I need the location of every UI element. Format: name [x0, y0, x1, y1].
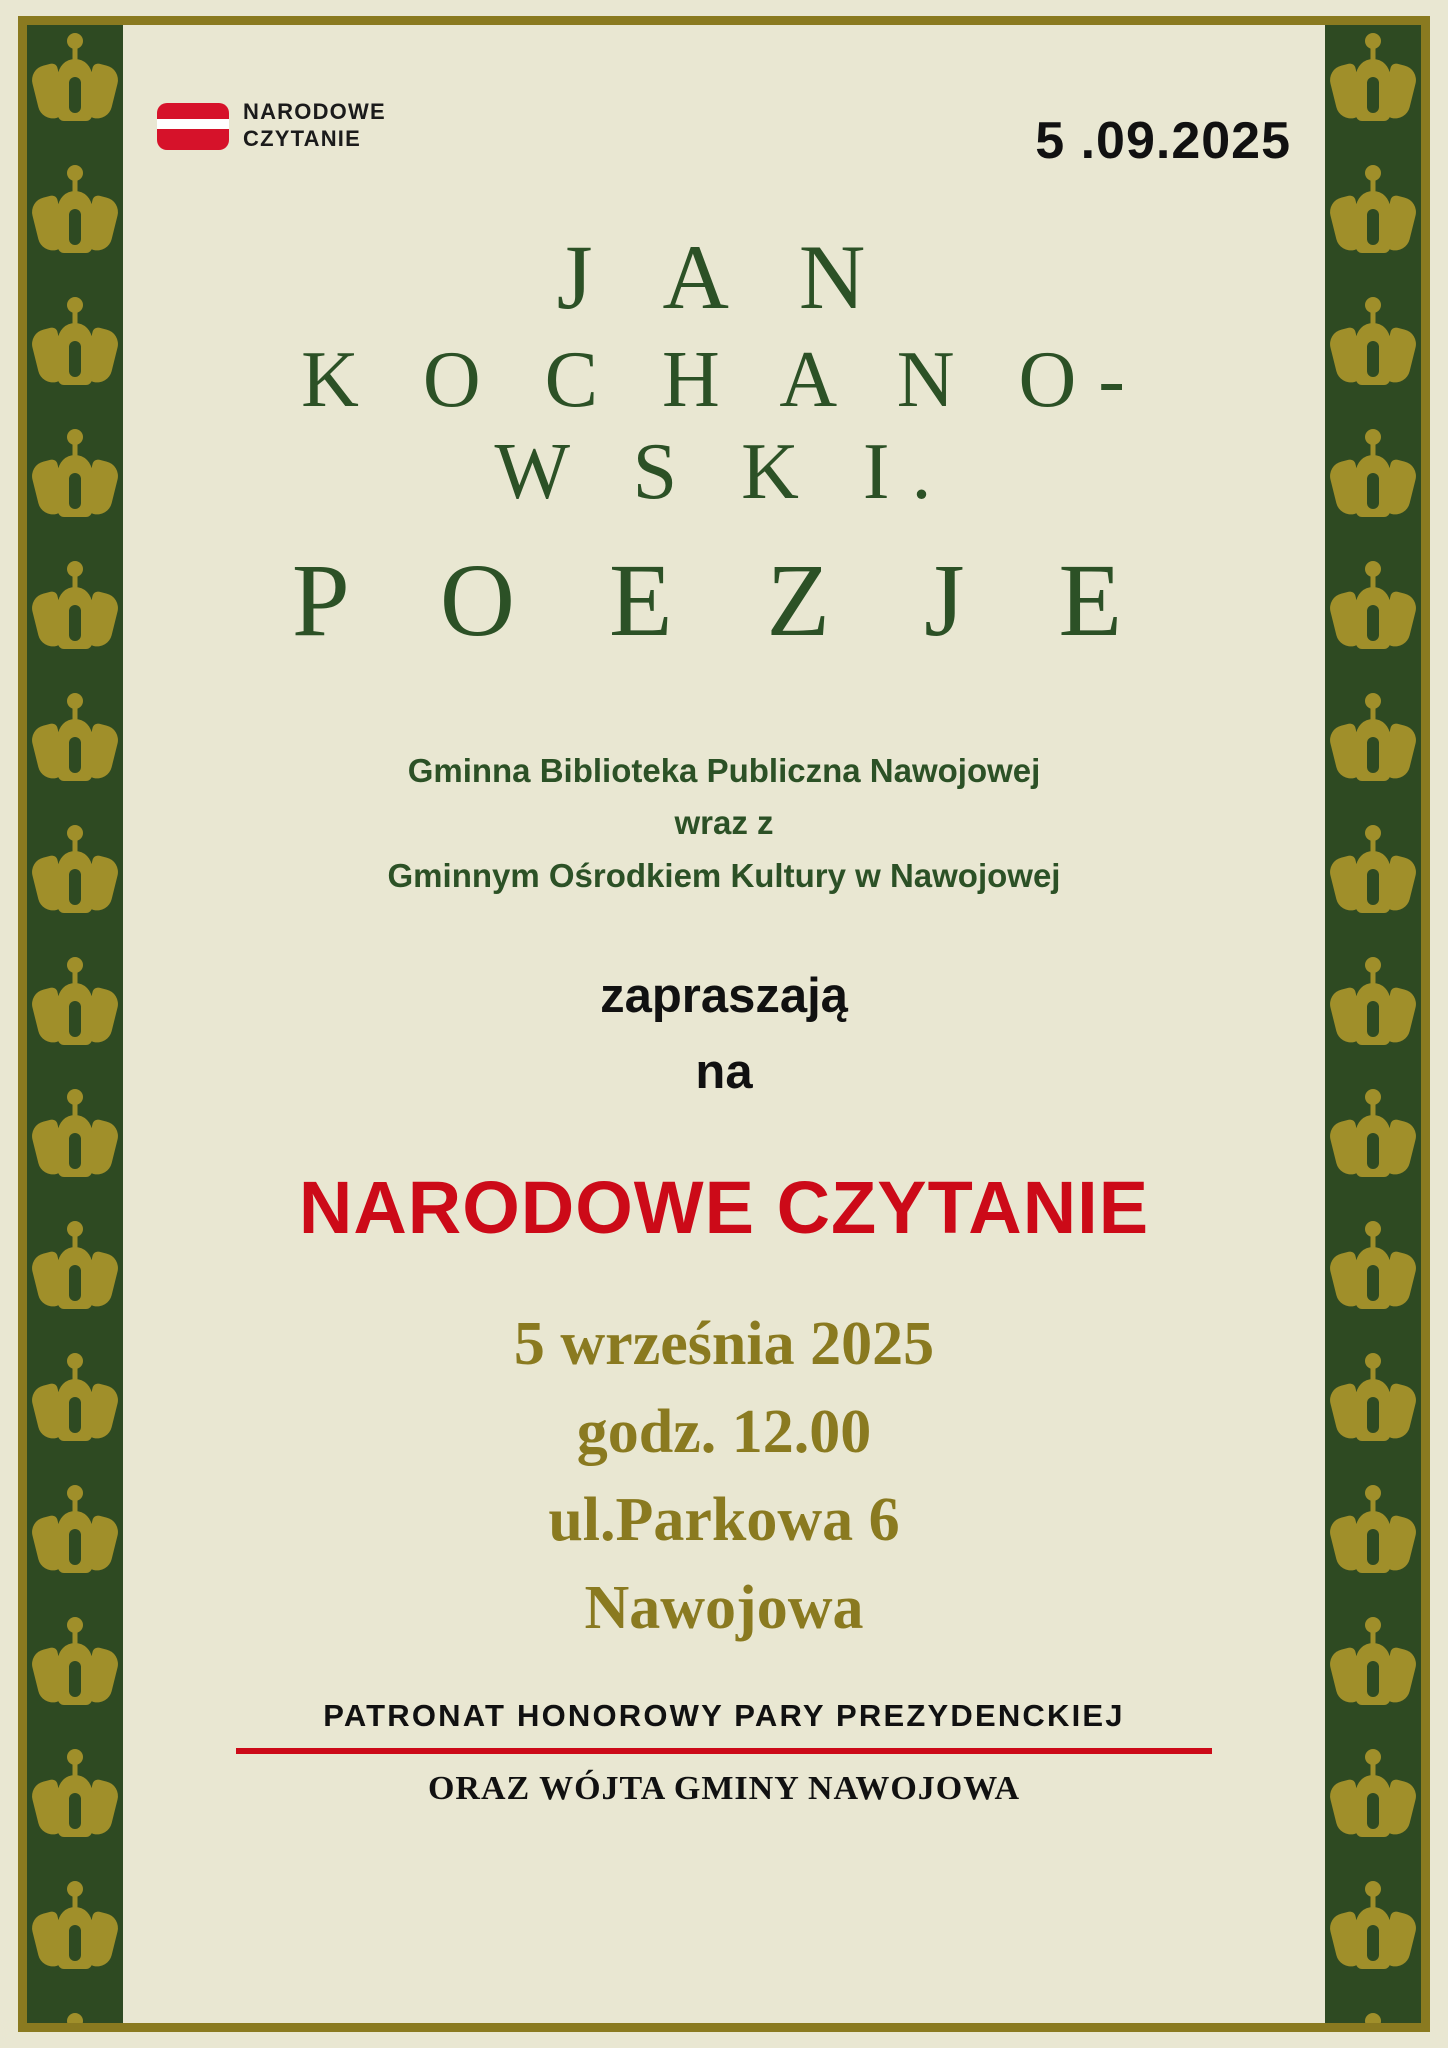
- tulip-ornament: [1325, 1081, 1421, 1213]
- tulip-inner-icon: [1367, 341, 1379, 377]
- tulip-inner-icon: [69, 605, 81, 641]
- tulip-ornament: [1325, 421, 1421, 553]
- tulip-inner-icon: [69, 77, 81, 113]
- tulip-dot-icon: [1365, 2013, 1381, 2023]
- tulip-inner-icon: [1367, 737, 1379, 773]
- logo-label-line1: NARODOWE: [243, 98, 386, 124]
- event-street: ul.Parkowa 6: [548, 1486, 900, 1555]
- event-time: godz. 12.00: [576, 1398, 872, 1467]
- tulip-ornament: [27, 1213, 123, 1345]
- tulip-inner-icon: [69, 737, 81, 773]
- tulip-ornament: [1325, 685, 1421, 817]
- tulip-inner-icon: [69, 1397, 81, 1433]
- tulip-inner-icon: [69, 473, 81, 509]
- tulip-ornament: [27, 1477, 123, 1609]
- patronage-line-2: ORAZ WÓJTA GMINY NAWOJOWA: [427, 1770, 1021, 1808]
- tulip-inner-icon: [1367, 1133, 1379, 1169]
- tulip-ornament: [1325, 2005, 1421, 2023]
- tulip-ornament: [1325, 25, 1421, 157]
- tulip-inner-icon: [69, 341, 81, 377]
- organizers: [157, 745, 1291, 903]
- author-line-2: K O C H A N O-: [301, 336, 1147, 425]
- tulip-inner-icon: [1367, 1925, 1379, 1961]
- tulip-ornament: [27, 289, 123, 421]
- tulip-ornament: [27, 1609, 123, 1741]
- tulip-inner-icon: [69, 1133, 81, 1169]
- logo-label-line2: CZYTANIE: [243, 126, 361, 151]
- tulip-inner-icon: [69, 1793, 81, 1829]
- logo-label: [243, 98, 386, 153]
- patronage-divider: [236, 1748, 1211, 1754]
- invitation-text: [157, 959, 1291, 1111]
- tulip-ornament: [27, 1081, 123, 1213]
- tulip-ornament: [1325, 1609, 1421, 1741]
- tulip-inner-icon: [1367, 1265, 1379, 1301]
- author-name: [157, 227, 1291, 518]
- poster-content: [123, 25, 1325, 2023]
- organizer-line-2: wraz z: [674, 804, 774, 842]
- tulip-ornament: [27, 1741, 123, 1873]
- tulip-ornament: [1325, 553, 1421, 685]
- work-title: P O E Z J E: [291, 543, 1157, 659]
- header-date: 5 .09.2025: [1035, 112, 1291, 170]
- tulip-inner-icon: [1367, 209, 1379, 245]
- tulip-inner-icon: [69, 869, 81, 905]
- tulip-inner-icon: [1367, 869, 1379, 905]
- tulip-inner-icon: [1367, 1793, 1379, 1829]
- tulip-ornament: [1325, 157, 1421, 289]
- tulip-ornament: [1325, 1213, 1421, 1345]
- tulip-ornament: [1325, 1345, 1421, 1477]
- tulip-inner-icon: [1367, 1529, 1379, 1565]
- tulip-ornament: [27, 553, 123, 685]
- tulip-inner-icon: [69, 209, 81, 245]
- tulip-ornament: [27, 25, 123, 157]
- tulip-ornament: [1325, 289, 1421, 421]
- tulip-ornament: [27, 1873, 123, 2005]
- tulip-inner-icon: [69, 1529, 81, 1565]
- tulip-ornament: [1325, 1873, 1421, 2005]
- event-details: [157, 1300, 1291, 1652]
- tulip-inner-icon: [1367, 1661, 1379, 1697]
- patronage-line-1: PATRONAT HONOROWY PARY PREZYDENCKIEJ: [323, 1698, 1125, 1734]
- poster-header: [157, 25, 1291, 171]
- ornament-band-right: [1325, 25, 1421, 2023]
- tulip-ornament: [27, 157, 123, 289]
- tulip-inner-icon: [1367, 473, 1379, 509]
- invitation-line-1: zapraszają: [600, 968, 848, 1023]
- event-name: NARODOWE CZYTANIE: [298, 1165, 1150, 1249]
- invitation-line-2: na: [695, 1044, 753, 1099]
- tulip-ornament: [27, 685, 123, 817]
- event-city: Nawojowa: [584, 1574, 864, 1643]
- tulip-ornament: [1325, 949, 1421, 1081]
- ornament-band-left: [27, 25, 123, 2023]
- tulip-inner-icon: [69, 1265, 81, 1301]
- tulip-ornament: [27, 421, 123, 553]
- tulip-ornament: [27, 817, 123, 949]
- tulip-ornament: [27, 949, 123, 1081]
- tulip-inner-icon: [69, 1001, 81, 1037]
- book-icon: [157, 97, 229, 153]
- tulip-inner-icon: [69, 1925, 81, 1961]
- author-line-1: J A N: [556, 226, 892, 328]
- organizer-line-3: Gminnym Ośrodkiem Kultury w Nawojowej: [387, 857, 1061, 895]
- tulip-dot-icon: [67, 2013, 83, 2023]
- tulip-ornament: [1325, 1741, 1421, 1873]
- tulip-inner-icon: [1367, 77, 1379, 113]
- tulip-inner-icon: [69, 1661, 81, 1697]
- tulip-inner-icon: [1367, 1001, 1379, 1037]
- tulip-ornament: [27, 2005, 123, 2023]
- organizer-line-1: Gminna Biblioteka Publiczna Nawojowej: [407, 751, 1041, 789]
- tulip-inner-icon: [1367, 605, 1379, 641]
- tulip-inner-icon: [1367, 1397, 1379, 1433]
- tulip-ornament: [1325, 1477, 1421, 1609]
- event-date: 5 września 2025: [513, 1310, 935, 1379]
- tulip-ornament: [27, 1345, 123, 1477]
- author-line-3: W S K I.: [494, 428, 954, 517]
- poster-frame: [18, 16, 1430, 2032]
- narodowe-czytanie-logo: [157, 97, 386, 153]
- tulip-ornament: [1325, 817, 1421, 949]
